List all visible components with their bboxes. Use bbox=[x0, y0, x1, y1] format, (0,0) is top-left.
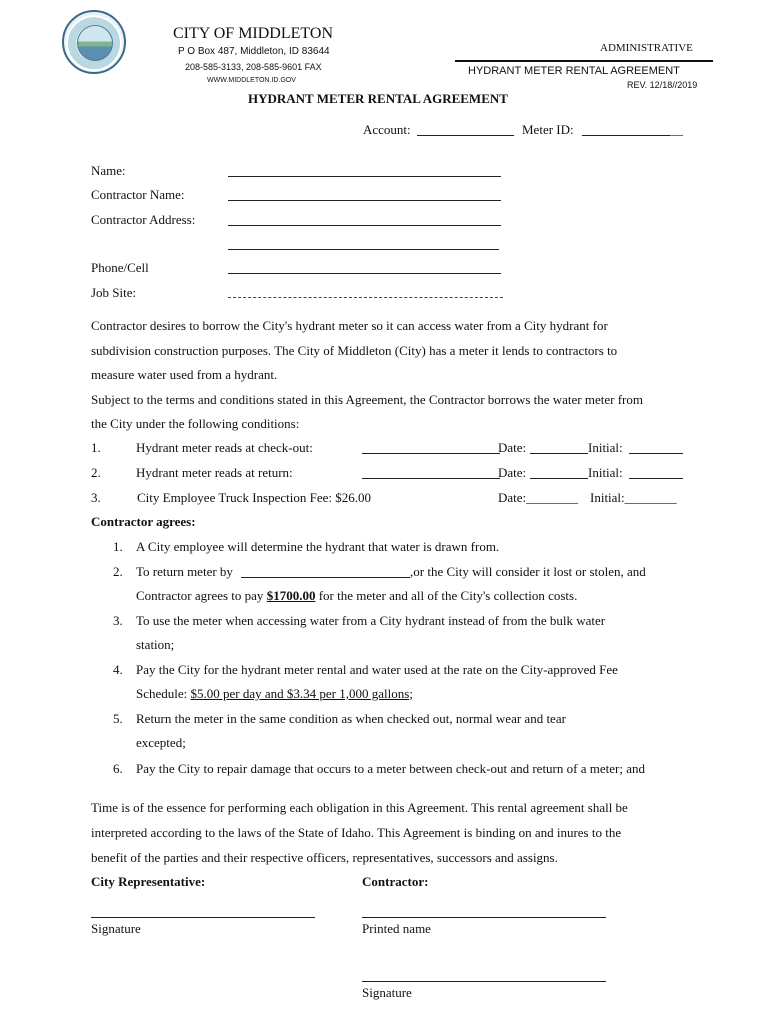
intro-line: Subject to the terms and conditions stated in this Agreement, the Contractor borrows the water meter from bbox=[91, 392, 643, 407]
contractor-signature-label: Signature bbox=[362, 985, 412, 1000]
seal-emblem bbox=[77, 25, 113, 61]
agree-item-text-part: Contractor agrees to pay bbox=[136, 588, 267, 603]
agree-item-text-part: Schedule: bbox=[136, 686, 191, 701]
city-seal-logo bbox=[62, 10, 126, 74]
city-website: WWW.MIDDLETON.ID.GOV bbox=[207, 77, 296, 84]
contractor-agrees-heading: Contractor agrees: bbox=[91, 514, 196, 529]
condition-number: 1. bbox=[91, 440, 101, 455]
return-initial-field[interactable] bbox=[629, 478, 683, 479]
agree-item-number: 2. bbox=[113, 564, 123, 579]
condition-initial-label: Initial: bbox=[588, 440, 623, 455]
contractor-address-label: Contractor Address: bbox=[91, 212, 196, 227]
checkout-date-field[interactable] bbox=[530, 453, 588, 454]
agree-item-text: excepted; bbox=[136, 735, 186, 750]
agree-item-text: To return meter by bbox=[136, 564, 233, 579]
phone-label: Phone/Cell bbox=[91, 260, 149, 275]
closing-line: interpreted according to the laws of the State of Idaho. This Agreement is binding on and inures to the bbox=[91, 825, 622, 840]
name-label: Name: bbox=[91, 163, 126, 178]
agree-item-text-part: ; bbox=[409, 686, 413, 701]
contractor-name-field[interactable] bbox=[228, 200, 501, 201]
agree-item-text: Return the meter in the same condition as when checked out, normal wear and tear bbox=[136, 711, 566, 726]
condition-date-label: Date: bbox=[498, 440, 527, 455]
city-signature-field[interactable] bbox=[91, 917, 315, 918]
closing-line: Time is of the essence for performing each obligation in this Agreement. This rental agreement shall be bbox=[91, 800, 628, 815]
revision-date: REV. 12/18//2019 bbox=[627, 80, 698, 90]
return-reading-field[interactable] bbox=[362, 478, 500, 479]
condition-date-label: Date: bbox=[498, 465, 527, 480]
meter-id-field[interactable] bbox=[582, 135, 670, 136]
meter-replacement-fee: $1700.00 bbox=[266, 588, 316, 603]
condition-number: 2. bbox=[91, 465, 101, 480]
agree-item-number: 1. bbox=[113, 539, 123, 554]
closing-line: benefit of the parties and their respective officers, representatives, successors and assigns. bbox=[91, 850, 558, 865]
city-name: CITY OF MIDDLETON bbox=[173, 25, 333, 42]
contractor-printed-name-field[interactable] bbox=[362, 917, 606, 918]
agree-item-text: ,or the City will consider it lost or stolen, and bbox=[410, 564, 646, 579]
agree-item-number: 3. bbox=[113, 613, 123, 628]
header-form-title: HYDRANT METER RENTAL AGREEMENT bbox=[468, 65, 680, 77]
intro-line: Contractor desires to borrow the City's hydrant meter so it can access water from a City hydrant for bbox=[91, 318, 608, 333]
document-title: HYDRANT METER RENTAL AGREEMENT bbox=[248, 91, 508, 106]
return-date-field[interactable] bbox=[530, 478, 588, 479]
condition-number: 3. bbox=[91, 490, 101, 505]
agree-item-text: Pay the City to repair damage that occurs to a meter between check-out and return of a meter; and bbox=[136, 761, 645, 776]
contractor-address-field-2[interactable] bbox=[228, 249, 499, 250]
city-address: P O Box 487, Middleton, ID 83644 bbox=[178, 46, 330, 57]
agree-item-number: 6. bbox=[113, 761, 123, 776]
agree-item-text: A City employee will determine the hydrant that water is drawn from. bbox=[136, 539, 500, 554]
condition-text: Hydrant meter reads at return: bbox=[136, 465, 293, 480]
contractor-signature-field[interactable] bbox=[362, 981, 606, 982]
job-site-field[interactable] bbox=[228, 297, 503, 298]
meter-id-label: Meter ID: bbox=[522, 122, 574, 137]
return-by-date-field[interactable] bbox=[241, 577, 410, 578]
rental-rate: $5.00 per day and $3.34 per 1,000 gallons bbox=[190, 686, 410, 701]
agree-item-text bbox=[136, 588, 577, 604]
inspection-initial-field[interactable]: Initial:________ bbox=[590, 490, 677, 505]
header-rule bbox=[455, 60, 713, 62]
department-label: ADMINISTRATIVE bbox=[600, 42, 693, 54]
city-signature-label: Signature bbox=[91, 921, 141, 936]
checkout-reading-field[interactable] bbox=[362, 453, 500, 454]
meter-id-suffix: __ bbox=[670, 122, 683, 137]
condition-initial-label: Initial: bbox=[588, 465, 623, 480]
contractor-address-field[interactable] bbox=[228, 225, 501, 226]
inspection-date-field[interactable]: Date:________ bbox=[498, 490, 579, 505]
intro-line: measure water used from a hydrant. bbox=[91, 367, 278, 382]
account-field[interactable] bbox=[417, 135, 514, 136]
job-site-label: Job Site: bbox=[91, 285, 137, 300]
name-field[interactable] bbox=[228, 176, 501, 177]
contractor-name-label: Contractor Name: bbox=[91, 187, 185, 202]
condition-text: Hydrant meter reads at check-out: bbox=[136, 440, 313, 455]
agree-item-text: To use the meter when accessing water from a City hydrant instead of from the bulk water bbox=[136, 613, 606, 628]
agree-item-text bbox=[136, 686, 413, 702]
checkout-initial-field[interactable] bbox=[629, 453, 683, 454]
agree-item-text-part: for the meter and all of the City's collection costs. bbox=[315, 588, 578, 603]
agree-item-number: 4. bbox=[113, 662, 123, 677]
agree-item-number: 5. bbox=[113, 711, 123, 726]
intro-line: the City under the following conditions: bbox=[91, 416, 300, 431]
contractor-heading: Contractor: bbox=[362, 874, 429, 889]
phone-field[interactable] bbox=[228, 273, 501, 274]
agree-item-text: Pay the City for the hydrant meter rental and water used at the rate on the City-approved Fee bbox=[136, 662, 618, 677]
intro-line: subdivision construction purposes. The City of Middleton (City) has a meter it lends to contractors to bbox=[91, 343, 618, 358]
city-representative-heading: City Representative: bbox=[91, 874, 206, 889]
printed-name-label: Printed name bbox=[362, 921, 431, 936]
account-label: Account: bbox=[363, 122, 411, 137]
city-phone: 208-585-3133, 208-585-9601 FAX bbox=[185, 62, 322, 72]
condition-text: City Employee Truck Inspection Fee: $26.00 bbox=[137, 490, 371, 505]
agree-item-text: station; bbox=[136, 637, 175, 652]
